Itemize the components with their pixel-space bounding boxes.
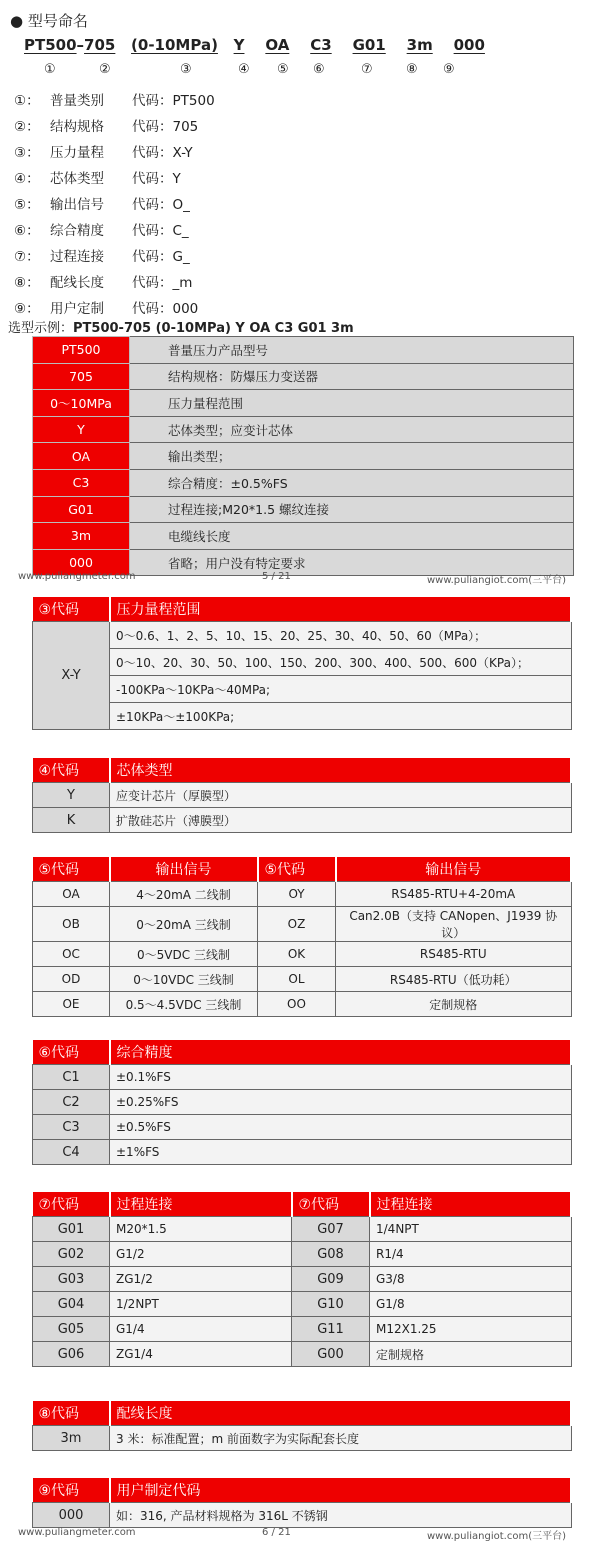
table-value: 0～10、20、30、50、100、150、200、300、400、500、600（KPa）； xyxy=(110,649,572,676)
description-row xyxy=(14,270,215,296)
table-row xyxy=(33,942,572,967)
table-value: Can2.0B（支持 CANopen、J1939 协议） xyxy=(336,907,572,942)
table-header: 用户制定代码 xyxy=(110,1478,572,1503)
page-number: 6 / 21 xyxy=(262,1527,291,1538)
table-value: M12X1.25 xyxy=(370,1317,572,1342)
index-mark: ①： xyxy=(14,93,40,109)
circle-marker: ① xyxy=(44,62,56,77)
range-table xyxy=(32,597,572,730)
table-key: X-Y xyxy=(33,622,110,730)
index-mark: ⑨： xyxy=(14,301,40,317)
table-header: 芯体类型 xyxy=(110,758,572,783)
item-name: 综合精度 xyxy=(50,223,104,239)
table-key: OO xyxy=(258,992,336,1017)
table-row xyxy=(33,1342,572,1367)
table-row xyxy=(33,496,574,523)
footer-right-link[interactable]: www.puliangiot.com(三平台) xyxy=(427,575,567,586)
table-row xyxy=(33,1140,572,1165)
table-value: 综合精度：±0.5%FS xyxy=(130,469,574,496)
table-value: 1/4NPT xyxy=(370,1217,572,1242)
table-header: ⑧代码 xyxy=(33,1401,110,1426)
table-value: ZG1/2 xyxy=(110,1267,292,1292)
output-table xyxy=(32,857,572,1017)
circle-marker: ④ xyxy=(238,62,250,77)
table-row xyxy=(33,882,572,907)
table-row xyxy=(33,808,572,833)
index-mark: ③： xyxy=(14,145,40,161)
table-key: 000 xyxy=(33,1503,110,1528)
accuracy-table xyxy=(32,1040,572,1165)
table-row xyxy=(33,523,574,550)
index-mark: ⑥： xyxy=(14,223,40,239)
custom-table xyxy=(32,1478,572,1528)
table-row xyxy=(33,649,572,676)
process-table xyxy=(32,1192,572,1367)
example-table xyxy=(32,336,574,576)
table-header: 过程连接 xyxy=(370,1192,572,1217)
description-row xyxy=(14,218,215,244)
table-key: OL xyxy=(258,967,336,992)
item-code: 代码：PT500 xyxy=(132,93,215,109)
table-value: 0～10VDC 三线制 xyxy=(110,967,258,992)
table-key: G00 xyxy=(292,1342,370,1367)
table-value: M20*1.5 xyxy=(110,1217,292,1242)
item-name: 结构规格 xyxy=(50,119,104,135)
table-key: C2 xyxy=(33,1090,110,1115)
table-key: G09 xyxy=(292,1267,370,1292)
table-header: 综合精度 xyxy=(110,1040,572,1065)
footer-left-link[interactable]: www.puliangmeter.com xyxy=(18,571,136,582)
table-key: 000 xyxy=(33,549,130,576)
item-name: 压力量程 xyxy=(50,145,104,161)
description-row xyxy=(14,88,215,114)
table-key: G01 xyxy=(33,1217,110,1242)
code-description-list xyxy=(14,88,215,322)
circle-marker: ⑤ xyxy=(277,62,289,77)
table-key: 3m xyxy=(33,1426,110,1451)
table-key: OD xyxy=(33,967,110,992)
table-key: G02 xyxy=(33,1242,110,1267)
table-row xyxy=(33,967,572,992)
index-mark: ②： xyxy=(14,119,40,135)
table-key: G03 xyxy=(33,1267,110,1292)
index-mark: ⑤： xyxy=(14,197,40,213)
code-part: 000 xyxy=(453,36,485,54)
code-part: Y xyxy=(233,36,245,54)
item-name: 过程连接 xyxy=(50,249,104,265)
table-header: ⑦代码 xyxy=(33,1192,110,1217)
table-value: 0～5VDC 三线制 xyxy=(110,942,258,967)
table-row xyxy=(33,416,574,443)
table-key: OY xyxy=(258,882,336,907)
item-name: 输出信号 xyxy=(50,197,104,213)
table-header: 配线长度 xyxy=(110,1401,572,1426)
table-header: 输出信号 xyxy=(336,857,572,882)
table-value: G1/8 xyxy=(370,1292,572,1317)
table-key: K xyxy=(33,808,110,833)
index-mark: ④： xyxy=(14,171,40,187)
table-row xyxy=(33,363,574,390)
table-value: ±0.25%FS xyxy=(110,1090,572,1115)
table-key: 705 xyxy=(33,363,130,390)
table-value: 定制规格 xyxy=(336,992,572,1017)
table-key: G11 xyxy=(292,1317,370,1342)
table-value: 芯体类型；应变计芯体 xyxy=(130,416,574,443)
table-key: 3m xyxy=(33,523,130,550)
core-table xyxy=(32,758,572,833)
table-value: 1/2NPT xyxy=(110,1292,292,1317)
table-row xyxy=(33,992,572,1017)
item-code: 代码：_m xyxy=(132,275,193,291)
table-value: RS485-RTU+4-20mA xyxy=(336,882,572,907)
example-line xyxy=(8,317,354,336)
table-value: RS485-RTU（低功耗） xyxy=(336,967,572,992)
description-row xyxy=(14,114,215,140)
table-value: 过程连接;M20*1.5 螺纹连接 xyxy=(130,496,574,523)
table-key: G08 xyxy=(292,1242,370,1267)
table-key: OA xyxy=(33,443,130,470)
table-header: ③代码 xyxy=(33,597,110,622)
circle-marker: ⑨ xyxy=(443,62,455,77)
item-code: 代码：000 xyxy=(132,301,199,317)
code-part: (0-10MPa) xyxy=(131,36,218,54)
example-value: PT500-705 (0-10MPa) Y OA C3 G01 3m xyxy=(73,321,354,336)
description-row xyxy=(14,244,215,270)
table-row xyxy=(33,676,572,703)
table-row xyxy=(33,783,572,808)
code-part: C3 xyxy=(310,36,332,54)
code-part: 705 xyxy=(84,36,116,54)
table-key: C4 xyxy=(33,1140,110,1165)
table-value: ±0.1%FS xyxy=(110,1065,572,1090)
table-value: G1/2 xyxy=(110,1242,292,1267)
item-code: 代码：C_ xyxy=(132,223,189,239)
table-value: 电缆线长度 xyxy=(130,523,574,550)
description-row xyxy=(14,140,215,166)
table-value: 0～20mA 三线制 xyxy=(110,907,258,942)
example-label: 选型示例： xyxy=(8,321,74,336)
table-row xyxy=(33,1217,572,1242)
table-value: 定制规格 xyxy=(370,1342,572,1367)
item-name: 配线长度 xyxy=(50,275,104,291)
circle-marker: ⑧ xyxy=(406,62,418,77)
table-key: G06 xyxy=(33,1342,110,1367)
table-value: 4～20mA 二线制 xyxy=(110,882,258,907)
table-key: OE xyxy=(33,992,110,1017)
table-value: 结构规格：防爆压力变送器 xyxy=(130,363,574,390)
index-mark: ⑦： xyxy=(14,249,40,265)
table-value: 0～0.6、1、2、5、10、15、20、25、30、40、50、60（MPa）； xyxy=(110,622,572,649)
table-row xyxy=(33,337,574,364)
table-value: ±0.5%FS xyxy=(110,1115,572,1140)
table-row xyxy=(33,1292,572,1317)
table-key: OB xyxy=(33,907,110,942)
table-value: 省略；用户没有特定要求 xyxy=(130,549,574,576)
item-name: 用户定制 xyxy=(50,301,104,317)
footer-right-link[interactable]: www.puliangiot.com(三平台) xyxy=(427,1531,567,1542)
table-value: 0.5～4.5VDC 三线制 xyxy=(110,992,258,1017)
page-number: 5 / 21 xyxy=(262,571,291,582)
code-part: 3m xyxy=(406,36,433,54)
table-value: 输出类型； xyxy=(130,443,574,470)
table-value: -100KPa～10KPa～40MPa; xyxy=(110,676,572,703)
table-row xyxy=(33,1065,572,1090)
table-key: C3 xyxy=(33,469,130,496)
cable-table xyxy=(32,1401,572,1451)
table-row xyxy=(33,1426,572,1451)
table-header: ⑦代码 xyxy=(292,1192,370,1217)
table-row xyxy=(33,1115,572,1140)
table-value: ±10KPa～±100KPa; xyxy=(110,703,572,730)
table-key: C3 xyxy=(33,1115,110,1140)
table-header: ⑤代码 xyxy=(33,857,110,882)
table-key: G10 xyxy=(292,1292,370,1317)
code-part: OA xyxy=(265,36,290,54)
description-row xyxy=(14,166,215,192)
table-row xyxy=(33,469,574,496)
table-key: G07 xyxy=(292,1217,370,1242)
table-row xyxy=(33,1090,572,1115)
table-key: PT500 xyxy=(33,337,130,364)
model-code-line xyxy=(24,36,485,54)
circle-marker: ⑦ xyxy=(361,62,373,77)
table-value: R1/4 xyxy=(370,1242,572,1267)
table-row xyxy=(33,443,574,470)
table-key: 0～10MPa xyxy=(33,390,130,417)
table-key: OK xyxy=(258,942,336,967)
description-row xyxy=(14,192,215,218)
table-key: C1 xyxy=(33,1065,110,1090)
table-row xyxy=(33,703,572,730)
table-value: RS485-RTU xyxy=(336,942,572,967)
table-key: OZ xyxy=(258,907,336,942)
table-header: 压力量程范围 xyxy=(110,597,572,622)
circle-marker: ② xyxy=(99,62,111,77)
item-name: 芯体类型 xyxy=(50,171,104,187)
code-dash: – xyxy=(76,36,85,54)
item-code: 代码：Y xyxy=(132,171,181,187)
item-code: 代码：X-Y xyxy=(132,145,193,161)
section-heading: ● 型号命名 xyxy=(10,12,88,30)
table-value: G3/8 xyxy=(370,1267,572,1292)
circle-marker: ③ xyxy=(180,62,192,77)
footer-left-link[interactable]: www.puliangmeter.com xyxy=(18,1527,136,1538)
table-key: G04 xyxy=(33,1292,110,1317)
index-mark: ⑧： xyxy=(14,275,40,291)
item-code: 代码：O_ xyxy=(132,197,190,213)
table-key: Y xyxy=(33,783,110,808)
table-row xyxy=(33,622,572,649)
table-key: G01 xyxy=(33,496,130,523)
code-part: PT500 xyxy=(24,36,77,54)
table-row xyxy=(33,1317,572,1342)
table-header: 输出信号 xyxy=(110,857,258,882)
item-name: 普量类别 xyxy=(50,93,104,109)
table-value: ±1%FS xyxy=(110,1140,572,1165)
table-header: ⑨代码 xyxy=(33,1478,110,1503)
table-key: G05 xyxy=(33,1317,110,1342)
table-row xyxy=(33,390,574,417)
table-header: ④代码 xyxy=(33,758,110,783)
code-part: G01 xyxy=(352,36,386,54)
table-value: 应变计芯片（厚膜型） xyxy=(110,783,572,808)
table-value: 普量压力产品型号 xyxy=(130,337,574,364)
table-header: 过程连接 xyxy=(110,1192,292,1217)
table-header: ⑤代码 xyxy=(258,857,336,882)
item-code: 代码：G_ xyxy=(132,249,190,265)
table-row xyxy=(33,1503,572,1528)
table-key: OC xyxy=(33,942,110,967)
table-value: 压力量程范围 xyxy=(130,390,574,417)
item-code: 代码：705 xyxy=(132,119,199,135)
table-value: 如：316, 产品材料规格为 316L 不锈钢 xyxy=(110,1503,572,1528)
table-value: ZG1/4 xyxy=(110,1342,292,1367)
table-value: G1/4 xyxy=(110,1317,292,1342)
table-key: OA xyxy=(33,882,110,907)
table-row xyxy=(33,1267,572,1292)
circle-marker: ⑥ xyxy=(313,62,325,77)
table-value: 3 米：标准配置；m 前面数字为实际配套长度 xyxy=(110,1426,572,1451)
table-row xyxy=(33,1242,572,1267)
table-value: 扩散硅芯片（溥膜型） xyxy=(110,808,572,833)
table-header: ⑥代码 xyxy=(33,1040,110,1065)
table-row xyxy=(33,907,572,942)
heading-text: 型号命名 xyxy=(27,12,88,30)
table-key: Y xyxy=(33,416,130,443)
